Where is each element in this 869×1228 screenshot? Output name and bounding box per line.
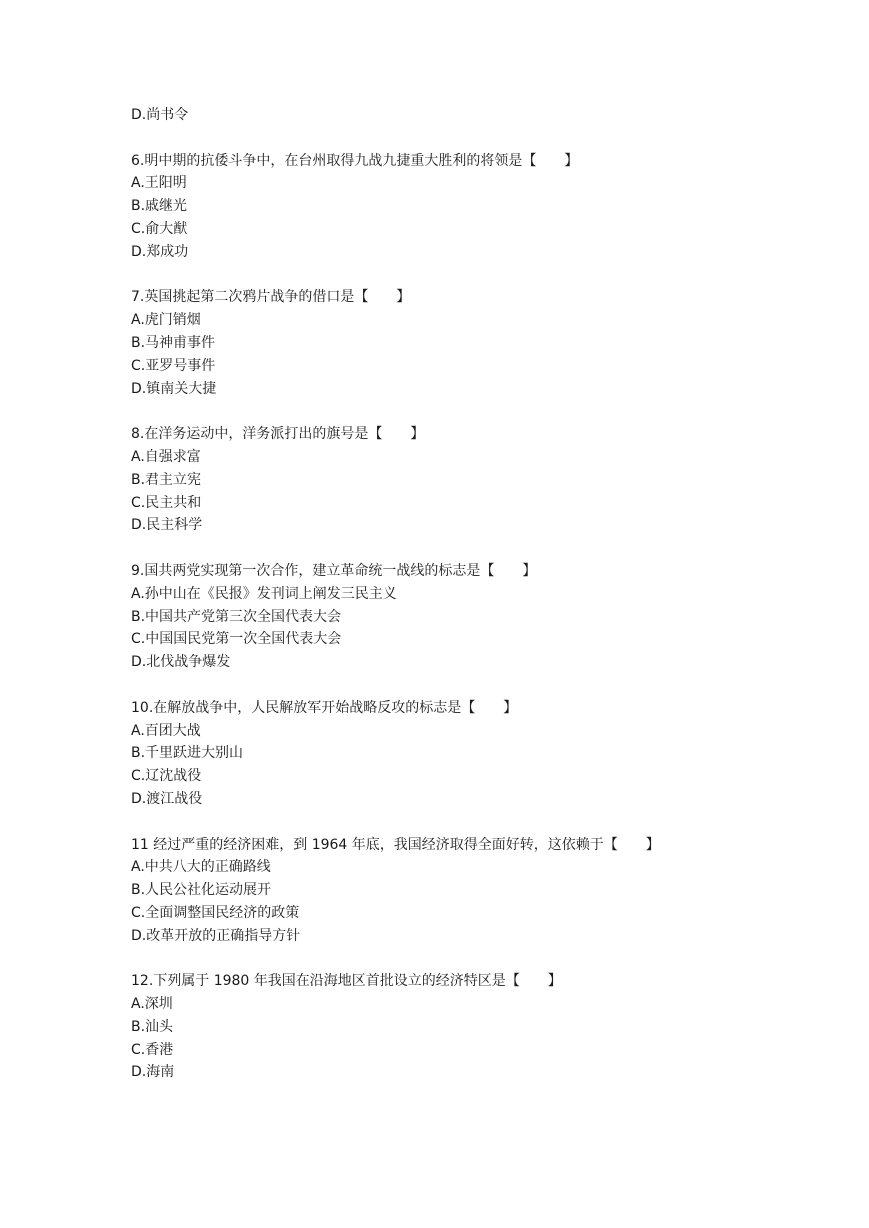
- option-a: A.王阳明: [131, 175, 187, 192]
- question-11: [131, 834, 771, 948]
- document-page: [131, 104, 771, 1084]
- option-b: B.中国共产党第三次全国代表大会: [131, 608, 342, 625]
- option-a: A.百团大战: [131, 722, 201, 739]
- option-d: D.改革开放的正确指导方针: [131, 927, 301, 944]
- option-b: B.戚继光: [131, 198, 188, 215]
- question-stem: 7.英国挑起第二次鸦片战争的借口是【 】: [131, 289, 411, 306]
- option-d: D.郑成功: [131, 243, 189, 260]
- option-b: B.千里跃进大别山: [131, 745, 244, 762]
- option-b: B.人民公社化运动展开: [131, 882, 272, 899]
- option-a: A.自强求富: [131, 448, 201, 465]
- question-stem: 8.在洋务运动中，洋务派打出的旗号是【 】: [131, 426, 425, 443]
- option-a: A.虎门销烟: [131, 312, 201, 329]
- option-c: C.全面调整国民经济的政策: [131, 904, 300, 921]
- option-d: D.民主科学: [131, 517, 203, 534]
- question-6: [131, 150, 771, 264]
- spacer: [131, 127, 771, 150]
- carryover-option-d: D.尚书令: [131, 107, 189, 123]
- spacer: [131, 947, 771, 970]
- option-d: D.北伐战争爆发: [131, 654, 231, 671]
- spacer: [131, 674, 771, 697]
- question-7: [131, 286, 771, 400]
- option-c: C.中国国民党第一次全国代表大会: [131, 631, 342, 648]
- option-c: C.亚罗号事件: [131, 357, 216, 374]
- option-d: D.渡江战役: [131, 790, 203, 807]
- question-12: [131, 970, 771, 1084]
- option-a: A.深圳: [131, 996, 173, 1013]
- option-c: C.辽沈战役: [131, 768, 202, 785]
- option-d: D.海南: [131, 1064, 175, 1081]
- option-b: B.汕头: [131, 1018, 174, 1035]
- option-a: A.孙中山在《民报》发刊词上阐发三民主义: [131, 585, 397, 602]
- question-stem: 6.明中期的抗倭斗争中，在台州取得九战九捷重大胜利的将领是【 】: [131, 152, 579, 169]
- option-c: C.俞大猷: [131, 220, 188, 237]
- option-c: C.民主共和: [131, 494, 202, 511]
- question-10: [131, 697, 771, 811]
- question-stem: 12.下列属于 1980 年我国在沿海地区首批设立的经济特区是【 】: [131, 973, 562, 990]
- option-a: A.中共八大的正确路线: [131, 859, 271, 876]
- option-b: B.马神甫事件: [131, 334, 216, 351]
- question-stem: 9.国共两党实现第一次合作，建立革命统一战线的标志是【 】: [131, 562, 537, 579]
- question-stem: 11 经过严重的经济困难，到 1964 年底，我国经济取得全面好转，这依赖于【 】: [131, 836, 660, 853]
- spacer: [131, 811, 771, 834]
- option-b: B.君主立宪: [131, 471, 202, 488]
- option-d: D.镇南关大捷: [131, 380, 217, 397]
- question-9: [131, 560, 771, 674]
- option-c: C.香港: [131, 1041, 174, 1058]
- spacer: [131, 264, 771, 287]
- spacer: [131, 400, 771, 423]
- question-stem: 10.在解放战争中，人民解放军开始战略反攻的标志是【 】: [131, 699, 518, 716]
- question-8: [131, 423, 771, 537]
- spacer: [131, 537, 771, 560]
